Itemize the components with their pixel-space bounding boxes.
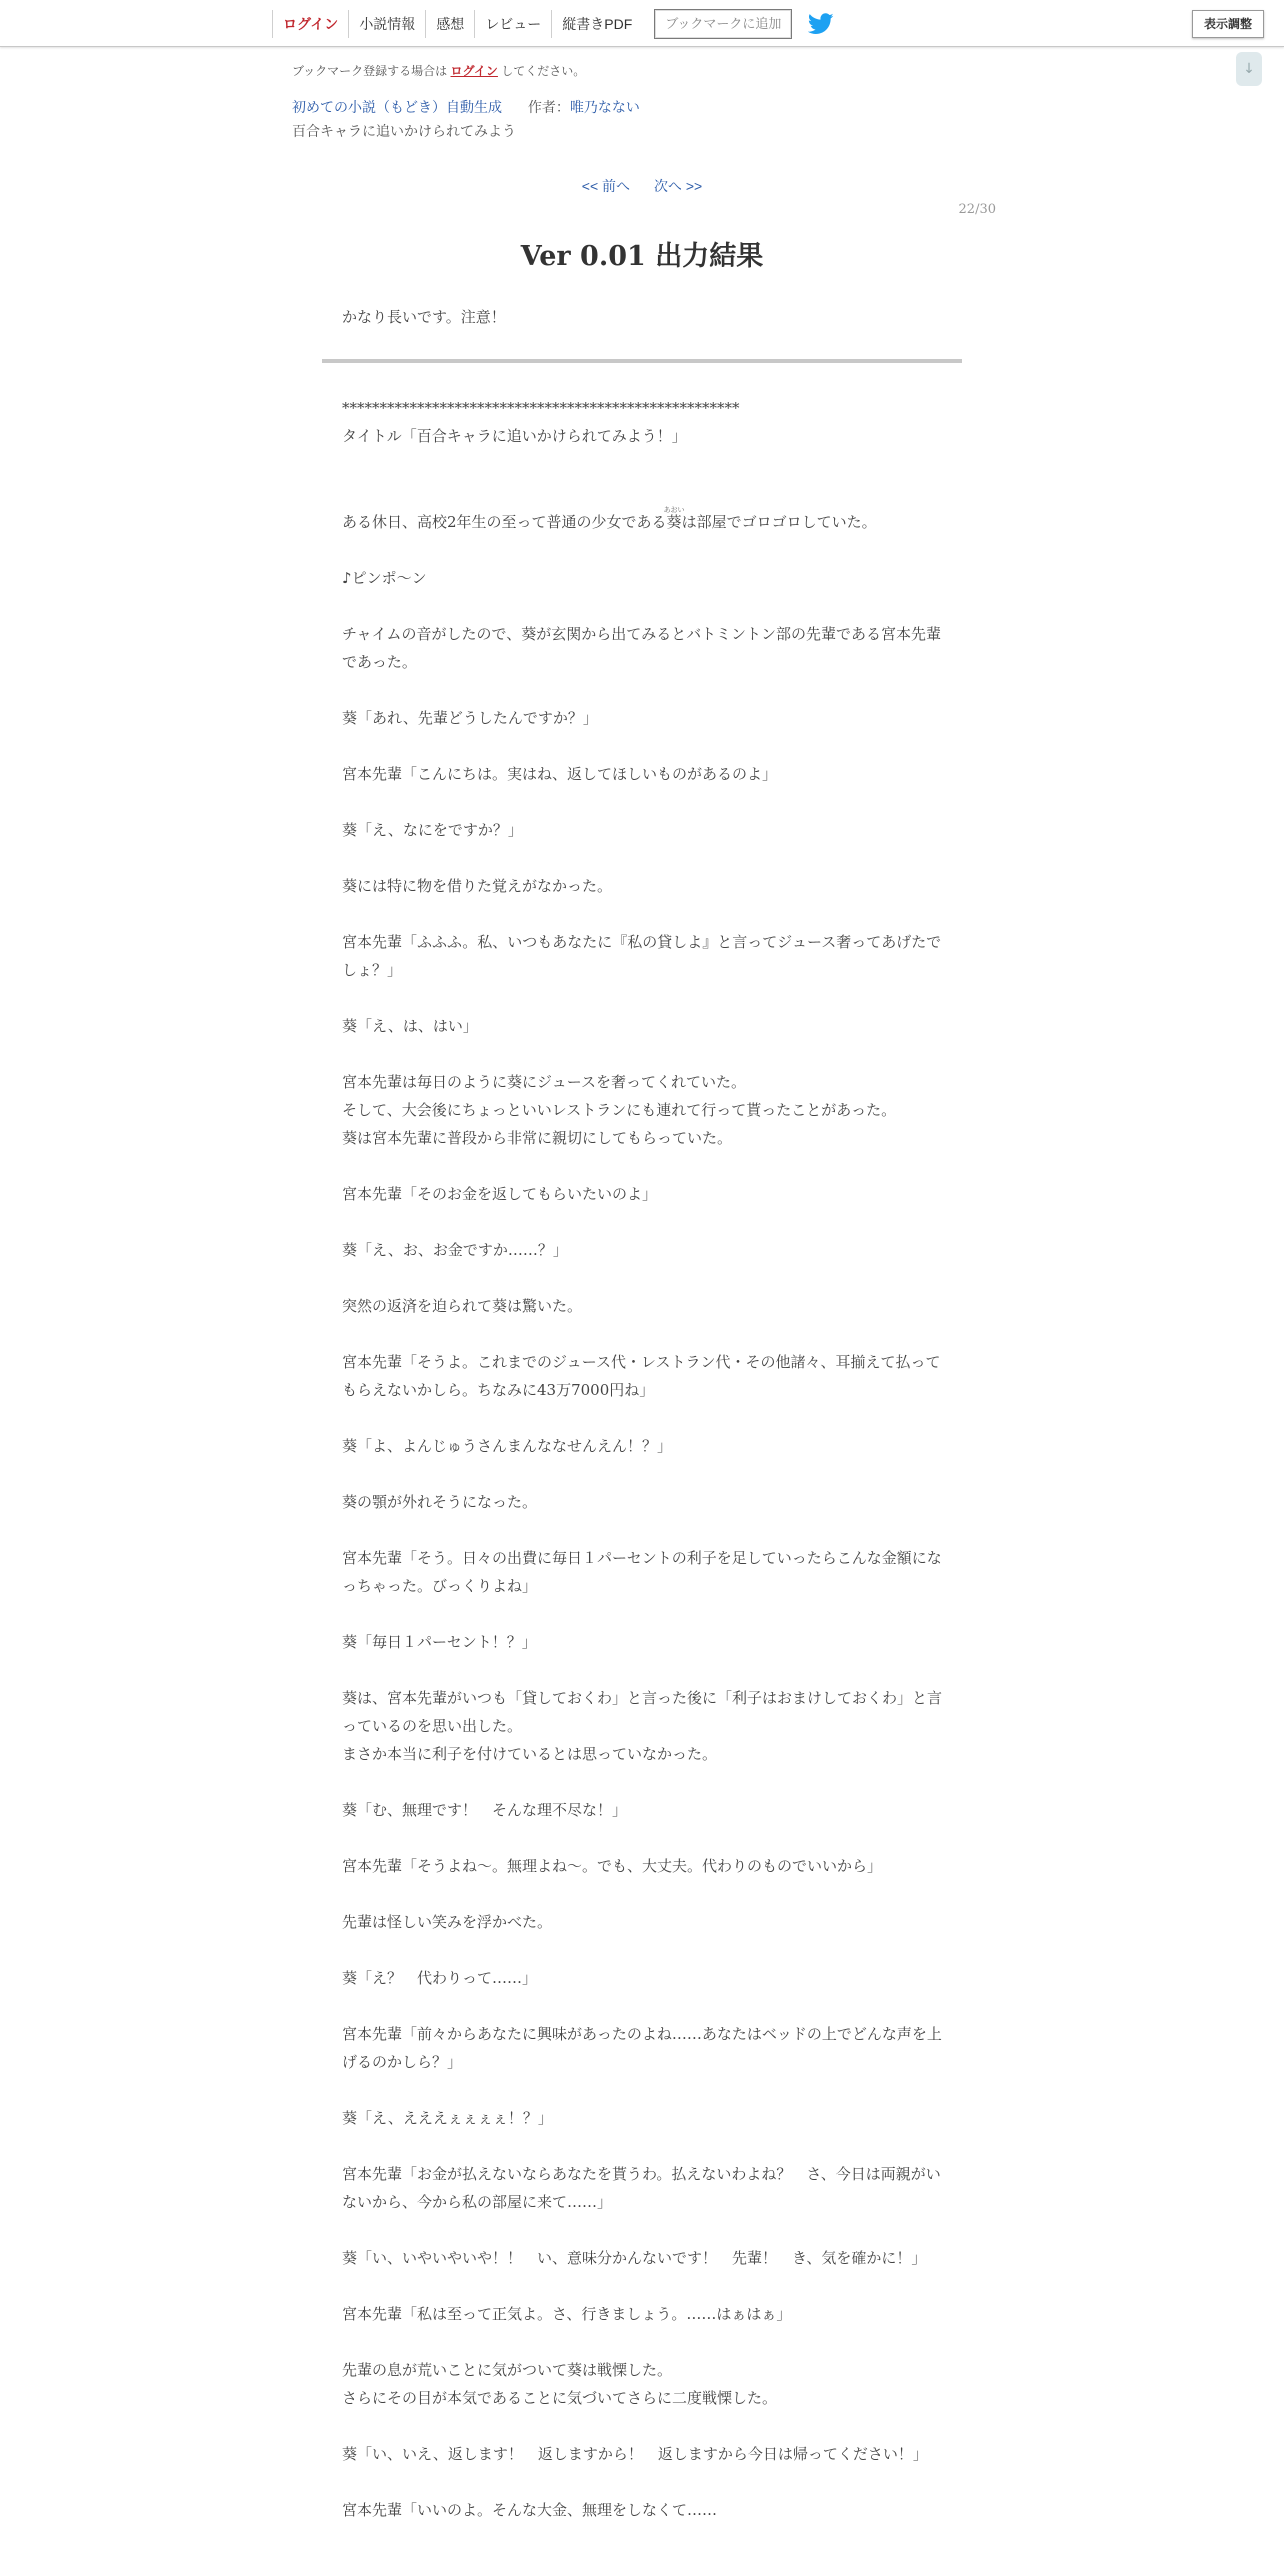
down-arrow-icon[interactable]: ↓ — [1236, 52, 1262, 86]
body-paragraph: 葵「え、は、はい」 — [342, 1017, 478, 1035]
body-paragraph: 宮本先輩は毎日のように葵にジュースを奢ってくれていた。 そして、大会後にちょっといいレストランにも連れて行って貰ったことがあった。 葵は宮本先輩に普段から非常に親切にしてもらっていた。 — [342, 1073, 897, 1147]
nav-review[interactable]: レビュー — [474, 10, 551, 38]
body-paragraph: 突然の返済を迫られて葵は驚いた。 — [342, 1297, 583, 1315]
body-paragraph: 葵「あれ、先輩どうしたんですか？」 — [342, 709, 598, 727]
work-info — [292, 97, 640, 117]
author-label: 作者： — [527, 99, 570, 115]
body-paragraph: 宮本先輩「ふふふ。私、いつもあなたに『私の貸しよ』と言ってジュース奢ってあげたでしょ？」 — [342, 933, 942, 979]
body-paragraph: チャイムの音がしたので、葵が玄関から出てみるとバトミントン部の先輩である宮本先輩であった。 — [342, 625, 941, 671]
nav-impressions[interactable]: 感想 — [425, 10, 474, 38]
next-chapter-link[interactable]: 次へ >> — [653, 178, 703, 194]
body-paragraph: 宮本先輩「そうよね～。無理よね～。でも、大丈夫。代わりのものでいいから」 — [342, 1857, 883, 1875]
body-paragraph: 葵の顎が外れそうになった。 — [342, 1493, 538, 1511]
body-paragraph: 宮本先輩「そう。日々の出費に毎日１パーセントの利子を足していったらこんな金額になっちゃった。びっくりよね」 — [342, 1549, 942, 1595]
nav-vertical-pdf[interactable]: 縦書きPDF — [551, 10, 642, 38]
bookmark-note-prefix: ブックマーク登録する場合は — [292, 64, 448, 78]
p1-before: ある休日、高校2年生の至って普通の少女である — [342, 513, 667, 531]
main-nav — [272, 9, 836, 39]
bookmark-login-note — [292, 62, 585, 79]
body-paragraph: 葵「む、無理です！ そんな理不尽な！」 — [342, 1801, 628, 1819]
body-paragraph-ruby — [342, 506, 942, 536]
prev-chapter-link[interactable]: << 前へ — [581, 178, 631, 194]
ruby-base: 葵 — [663, 513, 685, 531]
body-paragraph: 宮本先輩「前々からあなたに興味があったのよね……あなたはベッドの上でどんな声を上げるのかしら？」 — [342, 2025, 942, 2071]
body-paragraph: 宮本先輩「そうよ。これまでのジュース代・レストラン代・その他諸々、耳揃えて払ってもらえないかしら。ちなみに43万7000円ね」 — [342, 1353, 941, 1399]
body-paragraph: 葵「い、いやいやいや！！ い、意味分かんないです！ 先輩！ き、気を確かに！」 — [342, 2249, 927, 2267]
add-bookmark-button[interactable]: ブックマークに追加 — [654, 9, 792, 39]
p1-after: は部屋でゴロゴロしていた。 — [681, 513, 877, 531]
display-settings-button[interactable]: 表示調整 — [1192, 10, 1264, 38]
stars-line: ***************************************************** — [342, 399, 740, 417]
preface-text: かなり長いです。注意！ — [342, 308, 506, 326]
body-paragraph: 葵「え、えええぇぇぇぇ！？」 — [342, 2109, 553, 2127]
body-paragraph: 葵は、宮本先輩がいつも「貸しておくわ」と言った後に「利子はおまけしておくわ」と言っているのを思い出した。 まさか本当に利子を付けているとは思っていなかった。 — [342, 1689, 943, 1763]
twitter-bird-icon[interactable] — [808, 12, 836, 36]
body-paragraph: 宮本先輩「いいのよ。そんな大金、無理をしなくて…… — [342, 2501, 718, 2519]
bookmark-login-link[interactable]: ログイン — [450, 64, 498, 78]
body-paragraph: 葵「え、なにをですか？」 — [342, 821, 523, 839]
body-paragraph: 葵「え？ 代わりって……」 — [342, 1969, 538, 1987]
body-paragraph: 葵「い、いえ、返します！ 返しますから！ 返しますから今日は帰ってください！」 — [342, 2445, 928, 2463]
body-paragraph: 葵「よ、よんじゅうさんまんななせんえん！？」 — [342, 1437, 673, 1455]
body-paragraph: ♪ピンポ～ン — [342, 569, 427, 587]
bookmark-note-suffix: してください。 — [501, 64, 586, 78]
body-paragraph: 葵には特に物を借りた覚えがなかった。 — [342, 877, 613, 895]
body-paragraph: 宮本先輩「お金が払えないならあなたを貰うわ。払えないわよね？ さ、今日は両親がいないから、今から私の部屋に来て……」 — [342, 2165, 941, 2211]
top-navigation-bar — [0, 0, 1284, 47]
body-paragraph: 宮本先輩「そのお金を返してもらいたいのよ」 — [342, 1185, 658, 1203]
body-paragraph: 先輩の息が荒いことに気がついて葵は戦慄した。 さらにその目が本気であることに気づいてさらに二度戦慄した。 — [342, 2361, 778, 2407]
nav-novel-info[interactable]: 小説情報 — [348, 10, 425, 38]
series-title-link[interactable]: 初めての小説（もどき）自動生成 — [292, 99, 502, 115]
chapter-subtitle: 百合キャラに追いかけられてみよう — [292, 123, 516, 139]
page-count: 22/30 — [958, 202, 996, 217]
ruby-aoi — [663, 506, 685, 531]
body-paragraph: 宮本先輩「私は至って正気よ。さ、行きましょう。……はぁはぁ」 — [342, 2305, 792, 2323]
ruby-reading: あおい — [663, 506, 685, 514]
chapter-pager — [0, 176, 1284, 196]
body-paragraph: 先輩は怪しい笑みを浮かべた。 — [342, 1913, 553, 1931]
story-title-line: タイトル「百合キャラに追いかけられてみよう！」 — [342, 427, 687, 445]
body-paragraph: 葵「え、お、お金ですか……？」 — [342, 1241, 568, 1259]
body-paragraph: 葵「毎日１パーセント！？」 — [342, 1633, 537, 1651]
body-paragraph: 宮本先輩「こんにちは。実はね、返してほしいものがあるのよ」 — [342, 765, 778, 783]
nav-login[interactable]: ログイン — [272, 10, 348, 38]
preface-divider — [322, 359, 962, 363]
chapter-title: Ver 0.01 出力結果 — [520, 241, 764, 272]
author-link[interactable]: 唯乃なない — [569, 99, 640, 115]
body-lines — [342, 564, 942, 2524]
novel-body — [342, 394, 942, 2552]
